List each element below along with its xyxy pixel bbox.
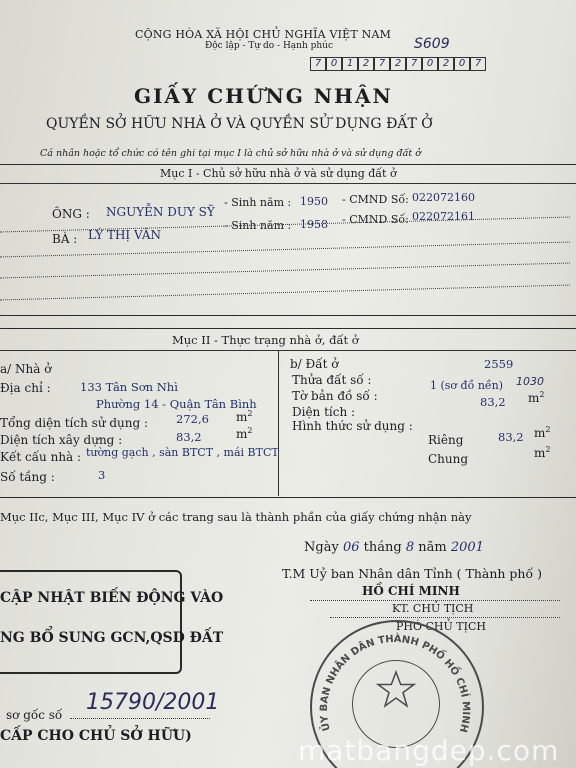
shared-unit: $m^2$ <box>534 445 551 460</box>
owner2-id: 022072161 <box>412 210 475 223</box>
built-area-unit: $m^2$ <box>236 426 253 441</box>
land-area-label: Diện tích : <box>292 405 356 419</box>
section-2-heading: Mục II - Thực trạng nhà ở, đất ở <box>172 333 359 347</box>
land-area-value: 83,2 <box>480 395 506 409</box>
watermark: matbangdep.com <box>298 734 560 767</box>
owner1-id-label: - CMND Số: <box>342 193 409 206</box>
section-1-box <box>0 164 576 316</box>
owner2-birth: 1958 <box>300 218 328 231</box>
serial-digit: 0 <box>454 57 470 71</box>
intro-text: Cá nhân hoặc tổ chức có tên ghi tại mục I là chủ sở hữu nhà ở và sử dụng đất ở <box>40 148 421 159</box>
total-area: 272,6 <box>176 412 209 426</box>
footer-note: Mục IIc, Mục III, Mục IV ở các trang sau là thành phần của giấy chứng nhận này <box>0 510 472 524</box>
owner1-birth: 1950 <box>300 195 328 208</box>
authority-city: HỒ CHÍ MINH <box>362 584 460 598</box>
private-label: Riêng <box>428 433 464 447</box>
address-line-1: 133 Tân Sơn Nhì <box>80 380 178 394</box>
owner1-name: NGUYỄN DUY SỸ <box>106 205 215 219</box>
authority-role-1: KT. CHỦ TỊCH <box>392 602 474 615</box>
total-area-label: Tổng diện tích sử dụng : <box>0 416 149 430</box>
issued-to: CẤP CHO CHỦ SỞ HỮU) <box>0 728 192 744</box>
built-area-label: Diện tích xây dựng : <box>0 433 123 447</box>
map-value: 1 (sơ đồ nền) <box>430 379 504 392</box>
handwritten-reference: S609 <box>414 36 450 52</box>
total-area-unit: $m^2$ <box>236 409 253 424</box>
owner2-label: BÀ : <box>52 232 78 246</box>
serial-digit: 2 <box>358 57 374 71</box>
update-stamp-line-1: CẬP NHẬT BIẾN ĐỘNG VÀO <box>0 590 224 606</box>
serial-digit: 2 <box>390 57 406 71</box>
document-subtitle: QUYỀN SỞ HỮU NHÀ Ở VÀ QUYỀN SỬ DỤNG ĐẤT Ở <box>46 116 433 132</box>
section-2-divider <box>0 350 576 351</box>
floors-label: Số tầng : <box>0 470 55 484</box>
map-label: Tờ bản đồ số : <box>292 389 378 403</box>
city-line <box>310 600 560 601</box>
map-note: 1030 <box>516 375 544 388</box>
serial-digit: 0 <box>326 57 342 71</box>
authority-heading: T.M Uỷ ban Nhân dân Tỉnh ( Thành phố ) <box>282 566 542 581</box>
motto: Độc lập - Tự do - Hạnh phúc <box>205 41 334 51</box>
private-value: 83,2 <box>498 430 524 444</box>
serial-digit: 2 <box>438 57 454 71</box>
update-stamp-line-2: NG BỔ SUNG GCN,QSD ĐẤT <box>0 630 224 646</box>
document-title: GIẤY CHỨNG NHẬN <box>134 84 393 108</box>
svg-text:ỦY BAN NHÂN DÂN THÀNH PHỐ HỒ C: ỦY BAN NHÂN DÂN THÀNH PHỐ HỒ CHÍ MINH <box>318 633 472 734</box>
shared-label: Chung <box>428 452 469 466</box>
usage-label: Hình thức sử dụng : <box>292 419 413 433</box>
serial-digit: 7 <box>310 57 326 71</box>
update-stamp-box <box>0 570 182 674</box>
built-area: 83,2 <box>176 430 202 444</box>
serial-digit: 1 <box>342 57 358 71</box>
serial-digit: 7 <box>470 57 486 71</box>
serial-digit: 0 <box>422 57 438 71</box>
owner2-name: LÝ THỊ VÂN <box>88 228 161 242</box>
owner1-id: 022072160 <box>412 191 475 204</box>
owner2-birth-label: - Sinh năm : <box>224 219 292 232</box>
section-1-divider <box>0 183 576 184</box>
owner2-id-label: - CMND Số: <box>342 213 409 226</box>
owner1-birth-label: - Sinh năm : <box>224 196 292 209</box>
parcel-label: Thửa đất số : <box>292 373 372 387</box>
authority-role-2: PHÓ CHỦ TỊCH <box>396 620 486 633</box>
role-line <box>330 617 560 618</box>
private-unit: $m^2$ <box>534 425 551 440</box>
registry-value: 15790/2001 <box>86 690 220 715</box>
registry-label: sơ gốc số <box>6 708 63 722</box>
owner1-label: ÔNG : <box>52 207 90 221</box>
land-heading: b/ Đất ở <box>290 357 339 371</box>
section-2-box <box>0 328 576 498</box>
registry-line <box>70 718 210 719</box>
date-line: Ngày 06 tháng 8 năm 2001 <box>304 540 484 555</box>
section-2-column-divider <box>278 350 279 496</box>
structure-label: Kết cấu nhà : <box>0 450 82 464</box>
serial-digit: 7 <box>406 57 422 71</box>
address-line-2: Phường 14 - Quận Tân Bình <box>96 397 257 411</box>
serial-number <box>310 57 486 71</box>
section-1-heading: Mục I - Chủ sở hữu nhà ở và sử dụng đất ở <box>160 167 397 180</box>
parcel-value: 2559 <box>484 357 514 371</box>
serial-digit: 7 <box>374 57 390 71</box>
structure-value: tường gạch , sàn BTCT , mái BTCT <box>86 446 279 459</box>
house-heading: a/ Nhà ở <box>0 362 52 376</box>
address-label: Địa chỉ : <box>0 381 51 395</box>
floors-value: 3 <box>98 468 106 482</box>
land-area-unit: $m^2$ <box>528 390 545 405</box>
republic-heading: CỘNG HÒA XÃ HỘI CHỦ NGHĨA VIỆT NAM <box>135 28 392 41</box>
